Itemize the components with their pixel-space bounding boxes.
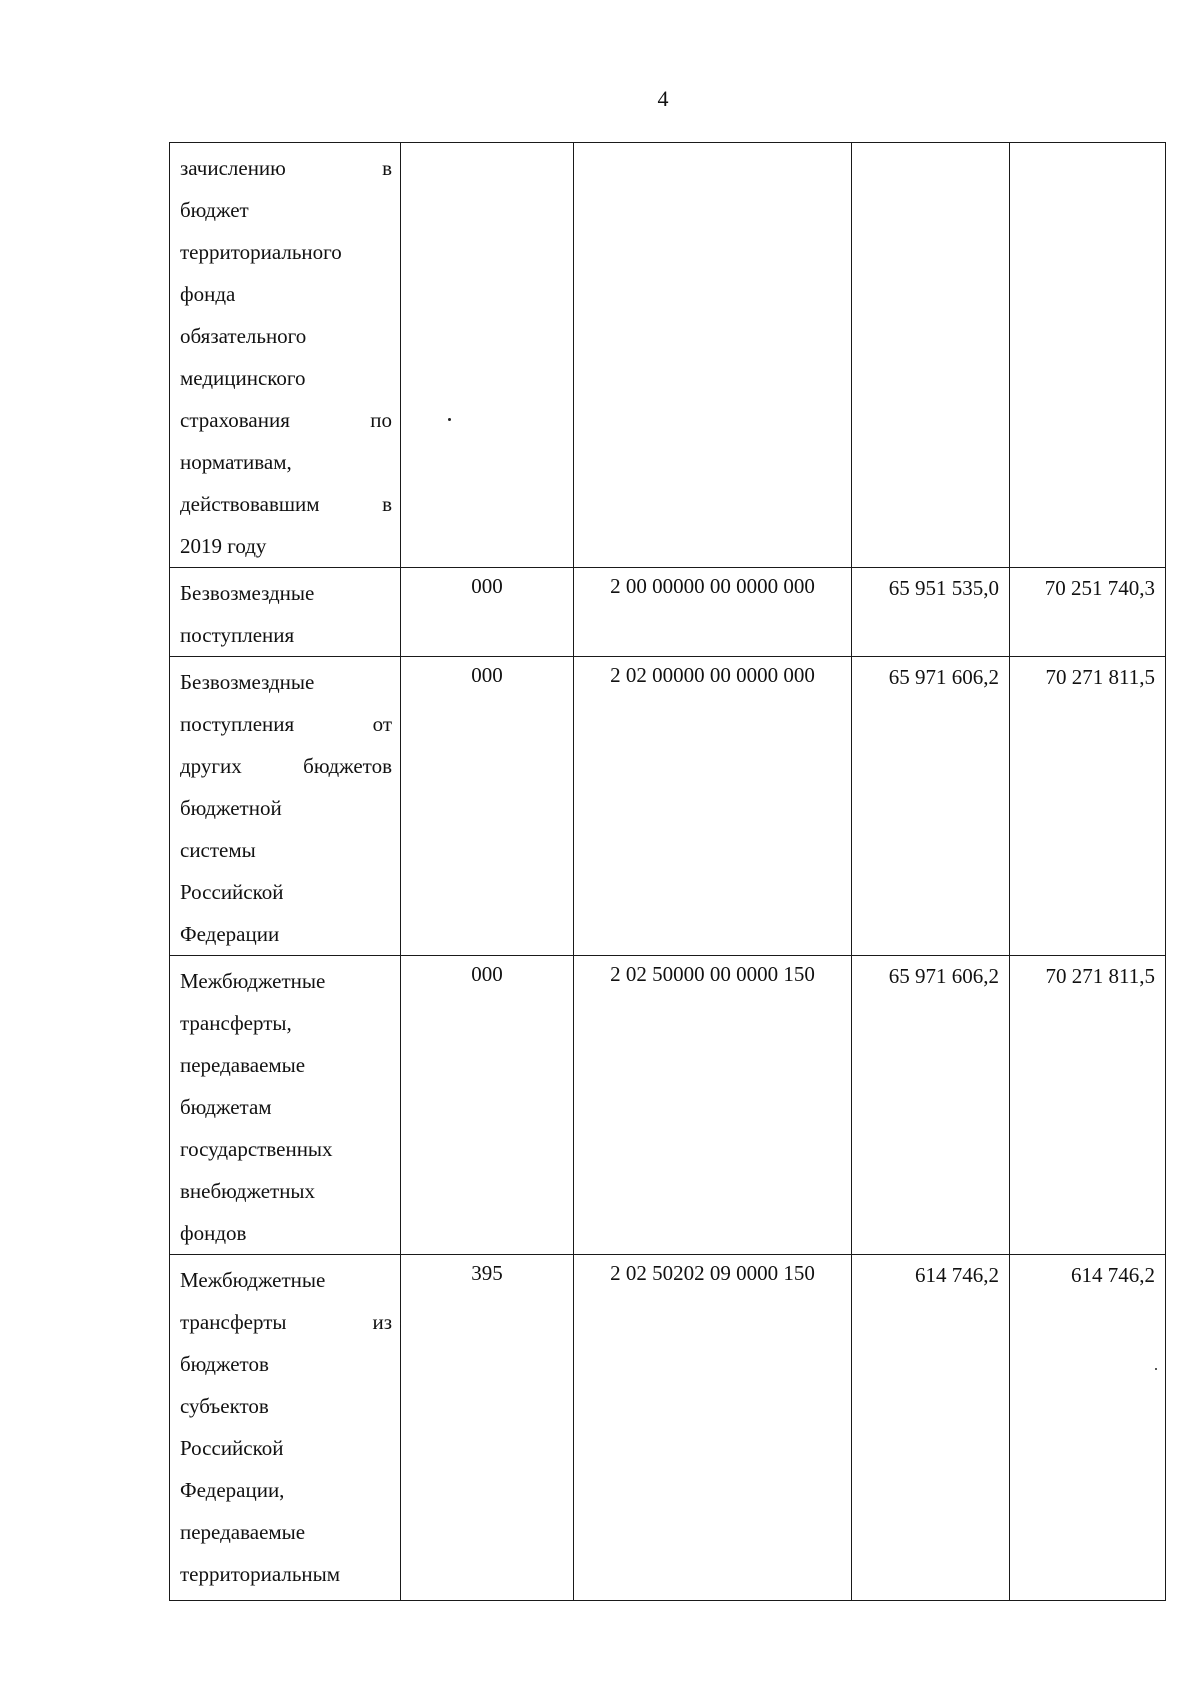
cell-admin-code: 000 [401, 657, 574, 956]
cell-name-line: передаваемые [180, 1053, 306, 1077]
cell-name-line: государственных [180, 1137, 333, 1161]
cell-name-line: территориальным [180, 1562, 341, 1586]
cell-budget-code: 2 02 00000 00 0000 000 [574, 657, 852, 956]
cell-name-line: Российской [180, 1436, 284, 1460]
cell-name-line: зачислению в [180, 156, 392, 180]
cell-budget-code: 2 02 50000 00 0000 150 [574, 956, 852, 1255]
scan-speck [1155, 1368, 1157, 1370]
cell-name-line: системы [180, 838, 256, 862]
budget-revenue-table [169, 142, 1166, 1601]
cell-admin-code: 395 [401, 1255, 574, 1601]
table-body [170, 143, 1166, 1601]
cell-name [170, 956, 401, 1255]
cell-name-line: поступления [180, 623, 295, 647]
cell-name-line: фондов [180, 1221, 247, 1245]
cell-value-2: 70 271 811,5 [1010, 956, 1166, 1255]
cell-name-line: бюджетной [180, 796, 282, 820]
table-row [170, 956, 1166, 1255]
table-row [170, 143, 1166, 568]
table-row [170, 657, 1166, 956]
cell-admin-code [401, 143, 574, 568]
cell-name-line: внебюджетных [180, 1179, 316, 1203]
cell-name-line: Российской [180, 880, 284, 904]
cell-name-line: Федерации, [180, 1478, 285, 1502]
cell-value-1: 65 951 535,0 [852, 568, 1010, 657]
cell-budget-code [574, 143, 852, 568]
cell-name-line: трансферты, [180, 1011, 292, 1035]
cell-value-1 [852, 143, 1010, 568]
cell-name-line: Безвозмездные [180, 670, 315, 694]
cell-value-2 [1010, 143, 1166, 568]
cell-budget-code: 2 00 00000 00 0000 000 [574, 568, 852, 657]
cell-name-line: бюджетов [180, 1352, 269, 1376]
cell-name-line: нормативам, [180, 450, 292, 474]
cell-name-line: страхования по [180, 408, 392, 432]
cell-name-line: Межбюджетные [180, 969, 326, 993]
cell-admin-code: 000 [401, 568, 574, 657]
cell-name-line: медицинского [180, 366, 306, 390]
cell-name [170, 657, 401, 956]
cell-name-line: действовавшим в [180, 492, 392, 516]
table-row [170, 1255, 1166, 1601]
cell-name-line: поступления от [180, 712, 392, 736]
table-row [170, 568, 1166, 657]
scan-speck [448, 418, 451, 421]
cell-value-2: 70 271 811,5 [1010, 657, 1166, 956]
cell-name [170, 568, 401, 657]
cell-name-line: субъектов [180, 1394, 269, 1418]
cell-name-line: бюджетам [180, 1095, 272, 1119]
cell-name-line: обязательного [180, 324, 307, 348]
cell-name-line: других бюджетов [180, 754, 392, 778]
cell-name [170, 143, 401, 568]
cell-value-2: 70 251 740,3 [1010, 568, 1166, 657]
cell-name-line: трансферты из [180, 1310, 392, 1334]
cell-name-line: Федерации [180, 922, 280, 946]
page-number: 4 [657, 86, 669, 111]
cell-value-1: 614 746,2 [852, 1255, 1010, 1601]
cell-value-2: 614 746,2 [1010, 1255, 1166, 1601]
cell-name-line: бюджет [180, 198, 249, 222]
cell-name-line: 2019 году [180, 534, 267, 558]
cell-name-line: Межбюджетные [180, 1268, 326, 1292]
cell-admin-code: 000 [401, 956, 574, 1255]
cell-name [170, 1255, 401, 1601]
cell-budget-code: 2 02 50202 09 0000 150 [574, 1255, 852, 1601]
cell-name-line: Безвозмездные [180, 581, 315, 605]
cell-name-line: передаваемые [180, 1520, 306, 1544]
cell-value-1: 65 971 606,2 [852, 657, 1010, 956]
cell-value-1: 65 971 606,2 [852, 956, 1010, 1255]
cell-name-line: территориального [180, 240, 342, 264]
cell-name-line: фонда [180, 282, 236, 306]
